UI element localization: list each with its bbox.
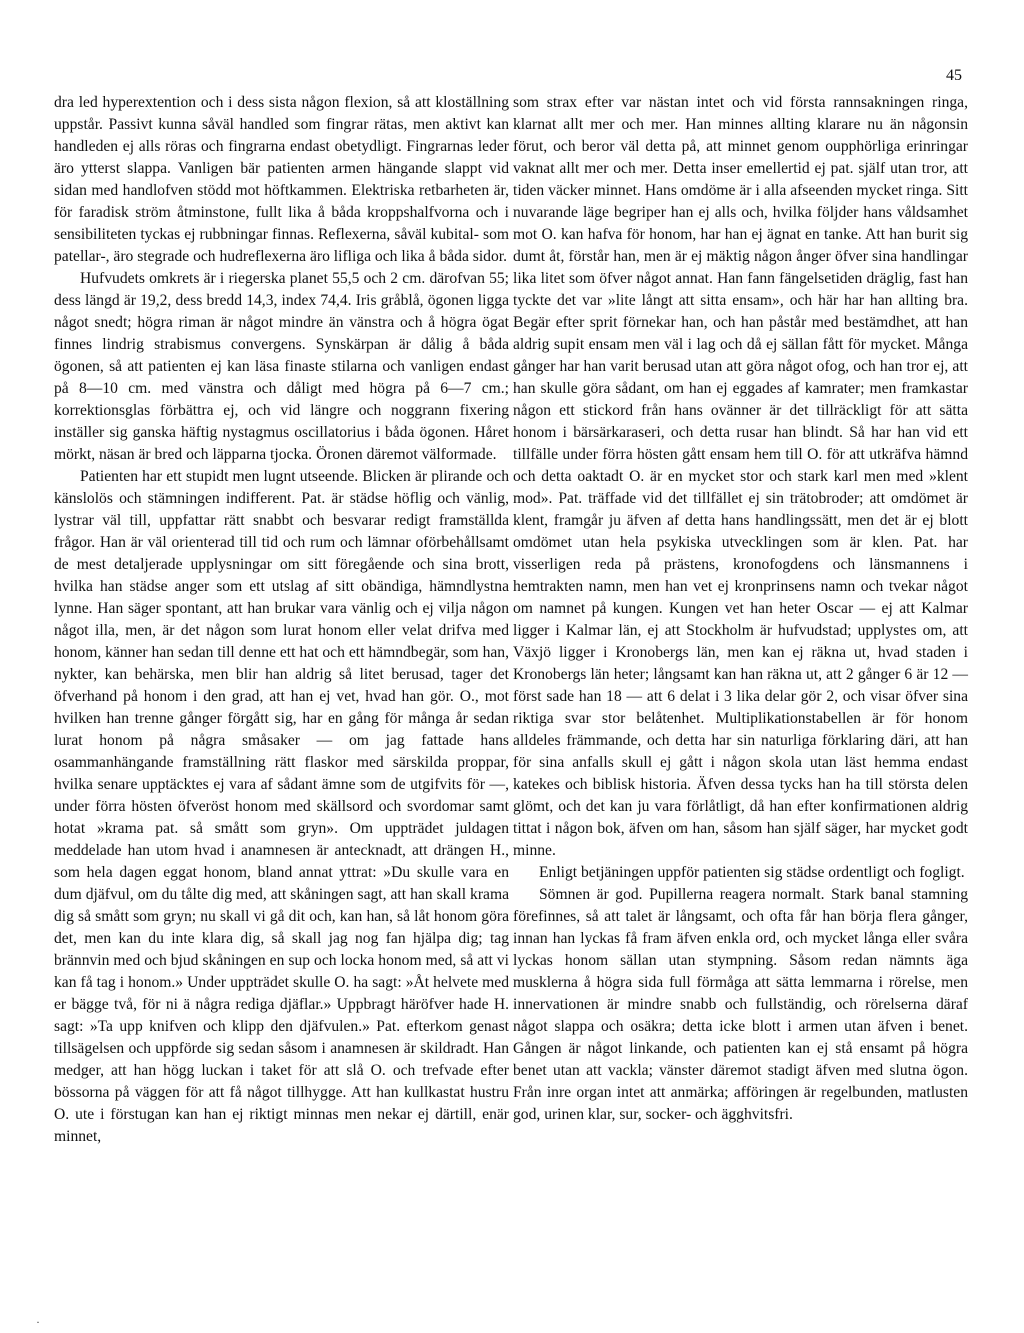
- scan-speck: ·: [36, 1315, 40, 1329]
- right-paragraph-2: Enligt betjäningen uppför patienten sig städse ordentligt och fogligt.: [539, 864, 965, 881]
- left-text-column: [54, 92, 509, 1148]
- right-text-column: [513, 92, 968, 1126]
- left-paragraph-3: Patienten har ett stupidt men lugnt utseende. Blicken är plirande och känslolös och stämningen indifferent. Pat. är städse höflig och vänlig, lystrar väl till, uppfattar rätt snabbt och besvarar redigt framställda frågor. Han är väl orienterad till tid och rum och lämnar oförbehållsamt de mest detaljerade upplysningar om sitt föregående och sina brott, hvilka han städse anger som ett utslag af sitt obändiga, hämndlystna lynne. Han säger spontant, att han brukar vara vänlig och ej vilja någon något illa, men, är det någon som lurat honom eller velat drifva med honom, känner han sedan till denne ett hat och ett hämndbegär, som han, nykter, kan behärska, men blir han aldrig så litet berusad, tager det öfverhand på honom i den grad, att han ej vet, hvad han gör. O., mot hvilken han trenne gånger förgått sig, har en gång för många år sedan lurat honom på några småsaker — om jag fattade hans osammanhängande framställning rätt flaskor med särskilda proppar, hvilka senare upptäcktes ej vara af sådant ämne som de utgifvits för —, under förra hösten öfveröst honom med skällsord och svordomar samt hotat »krama pat. så smått som gryn». Om uppträdet juldagen meddelade han utom hvad i anamnesen är antecknadt, att drängen H., som hela dagen eggat honom, bland annat yttrat: »Du skulle vara en dum djäfvul, om du tålte dig med, att skåningen sagt, att han skall krama dig så smått som gryn; nu skall vi gå dit och, kan han, så låt honom göra det, men kan du inte klara dig, så skall jag nog fan hjälpa dig; tag brännvin med och bjud skåningen en sup och locka honom med, så att vi kan få tag i honom.» Under uppträdet skulle O. ha sagt: »Åt helvete med er bägge två, för ni ä några rediga djäflar.» Uppbragt häröfver hade H. sagt: »Ta upp knifven och klipp den djäfvulen.» Pat. efterkom genast tillsägelsen och uppförde sig sedan såsom i anamnesen är skildradt. Han medger, att han högg luckan i taket för att slå O. och trefvade efter bössorna på väggen för att få något tillhygge. Att han kullkastat hustru O. ute i förstugan kan han ej riktigt minnas men nekar ej därtill, enär minnet,: [54, 468, 509, 1145]
- right-paragraph-3: Sömnen är god. Pupillerna reagera normalt. Stark banal stamning förefinnes, så att talet är långsamt, och ofta får han börja flera gånger, innan han lyckas få fram äfven enkla ord, och mycket långa eller svåra lyckas honom sällan utan stympning. Såsom redan nämnts äga musklerna å högra sida full förmåga att sätta lemmarna i rörelse, men innervationen är mindre snabb och fullständig, och rörelserna däraf något slappa och osäkra; detta icke blott i armen utan äfven i benet. Gången är något linkande, och patienten kan ej stå ensamt på högra benet utan att vackla; vänster däremot stadigt äfven med slutna ögon. Från inre organ intet att anmärka; afföringen är regelbunden, matlusten god, urinen klar, sur, socker- och ägghvitsfri.: [513, 886, 968, 1123]
- page-number: 45: [946, 67, 962, 84]
- right-paragraph-1: som strax efter var nästan intet och vid första rannsakningen ringa, klarnat allt mer och mer. Han minnes allting klarare nu än någonsin förut, och beror väl detta på, att minnet genom oupphörliga erinringar vaknat allt mer och mer. Detta inser emellertid ej pat. själf utan tror, att tiden väcker minnet. Hans omdöme är i alla afseenden mycket ringa. Sitt nuvarande läge begriper han ej alls och, hvilka följder hans våldsamhet mot O. kan hafva för honom, har han ej ägnat en tanke. Att han burit sig dumt åt, förstår han, men är ej mäktig någon ånger öfver sina handlingar lika litet som öfver något annat. Han fann fängelsetiden dräglig, fast han tyckte det var »lite långt att sitta ensam», och här har han allting bra. Begär efter sprit förnekar han, och han påstår med bestämdhet, att han aldrig supit ensam men väl i lag och då ej sällan fått för mycket. Många gånger har han varit berusad utan att göra något ofog, och han tror ej, att han skulle göra sådant, om han ej eggades af kamrater; men framkastar någon ett stickord från hans ovänner är det tillräckligt för att sätta honom i bärsärkaraseri, och detta rusar han blindt. Så har han vid ett tillfälle under förra hösten gått ensam hem till O. för att utkräfva hämnd och detta oaktadt O. är en mycket stor och stark karl men med »klent mod». Pat. träffade vid det tillfället ej sin trätobroder; att omdömet är klent, framgår ju äfven af detta hans handlingssätt, men det är ej blott omdömet utan hela psykiska utvecklingen som är klen. Pat. har visserligen reda på prästens, kronofogdens och länsmannens i hemtrakten namn, men han vet ej kronprinsens namn och tvekar något om namnet på kungen. Kungen vet han heter Oscar — ej att Kalmar ligger i Kalmar län, ej att Stockholm är hufvudstad; upplystes om, att Växjö ligger i Kronobergs län, men kan ej räkna ut, hvad staden i Kronobergs län heter; långsamt kan han räkna ut, att 2 gånger 6 är 12 — först sade han 18 — att 6 delat i 3 lika delar gör 2, och visar öfver sina riktiga svar stor belåtenhet. Multiplikationstabellen är för honom alldeles främmande, och detta har sin naturliga förklaring däri, att han för sina anfalls skull ej gått i någon skola utan läst hemma endast katekes och biblisk historia. Äfven dessa tycks han ha till största delen glömt, och det kan ju vara förlåtligt, då han efter konfirmationen aldrig tittat i någon bok, äfven om han, såsom han själf säger, har mycket godt minne.: [513, 94, 968, 859]
- left-paragraph-1: dra led hyperextention och i dess sista någon flexion, så att kloställning uppstår. Passivt kunna såväl handled som fingrar rätas, men aktivt kan handleden ej alls röras och fingrarna endast obetydligt. Fingrarnas leder äro ytterst slappa. Vanligen bär patienten armen hängande slappt vid sidan med handlofven stödd mot höftkammen. Elektriska retbarheten är, för faradisk ström åtminstone, fullt lika å båda kroppshalfvorna och i sensibiliteten tyckas ej rubbningar finnas. Reflexerna, såväl kubital- som patellar-, äro stegrade och hudreflexerna äro lifliga och lika å båda sidor.: [54, 94, 509, 265]
- left-paragraph-2: Hufvudets omkrets är i riegerska planet 55,5 och 2 cm. därofvan 55; dess längd är 19,2, dess bredd 14,3, index 74,4. Iris gråblå, ögonen ligga något snedt; högra riman är något mindre än vänstra och å högra ögat finnes lindrig strabismus convergens. Synskärpan är dålig å båda ögonen, så att patienten ej kan läsa finaste stilarna och vanligen endast på 8—10 cm. med vänstra och dåligt med högra på 6—7 cm.; korrektionsglas förbättra ej, och vid längre och noggrann fixering inställer sig ganska häftig nystagmus oscillatorius i båda ögonen. Håret mörkt, näsan är bred och läpparna tjocka. Öronen däremot välformade.: [54, 270, 509, 463]
